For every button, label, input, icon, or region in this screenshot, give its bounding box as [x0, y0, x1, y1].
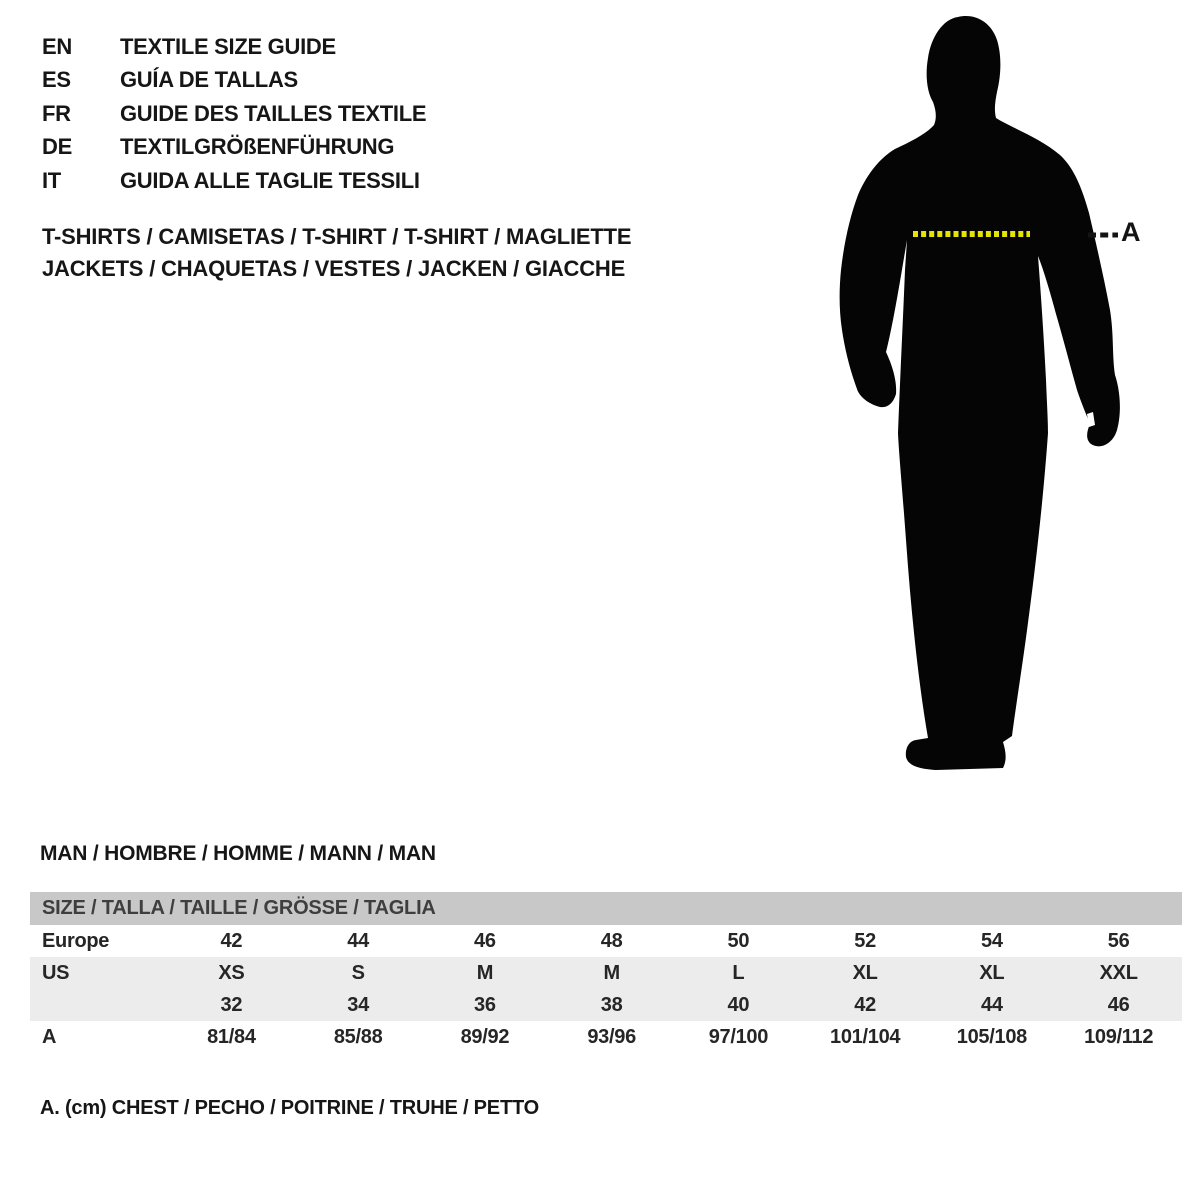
man-silhouette-body — [840, 16, 1120, 770]
size-table-header: SIZE / TALLA / TAILLE / GRÖSSE / TAGLIA — [30, 892, 1182, 925]
language-code: IT — [42, 167, 61, 193]
size-cell: 109/112 — [1084, 1025, 1154, 1048]
row-label: Europe — [42, 929, 110, 952]
table-row — [30, 957, 1182, 989]
size-cell: 85/88 — [333, 1025, 383, 1048]
category-line: JACKETS / CHAQUETAS / VESTES / JACKEN / GIACCHE — [42, 256, 626, 281]
size-cell: 56 — [1107, 929, 1130, 952]
language-label: GUIDE DES TAILLES TEXTILE — [120, 100, 427, 126]
size-cell: 46 — [1107, 993, 1130, 1016]
size-cell: 97/100 — [708, 1025, 769, 1048]
language-row — [42, 131, 426, 165]
size-cell: 54 — [981, 929, 1003, 952]
language-label: GUÍA DE TALLAS — [120, 67, 298, 93]
language-list — [42, 30, 426, 198]
size-cell: 89/92 — [460, 1025, 510, 1048]
table-row — [30, 1021, 1182, 1053]
language-code: ES — [42, 67, 71, 93]
row-label — [30, 989, 168, 1021]
section-title: MAN / HOMBRE / HOMME / MANN / MAN — [40, 842, 436, 865]
size-cell: 93/96 — [587, 1025, 636, 1048]
size-table-body — [30, 925, 1182, 1053]
category-line: T-SHIRTS / CAMISETAS / T-SHIRT / T-SHIRT / MAGLIETTE — [42, 224, 632, 249]
table-row — [30, 925, 1182, 957]
language-row — [42, 164, 426, 198]
row-label: US — [42, 961, 70, 984]
man-silhouette — [820, 0, 1200, 800]
size-cell: 34 — [347, 993, 369, 1016]
size-cell: 101/104 — [830, 1025, 901, 1048]
size-cell: M — [603, 961, 620, 984]
size-cell: 81/84 — [207, 1025, 256, 1048]
language-label: TEXTILGRÖßENFÜHRUNG — [120, 134, 395, 160]
size-cell: 44 — [347, 929, 369, 952]
size-cell: 36 — [474, 993, 496, 1016]
language-row — [42, 30, 426, 64]
category-list — [42, 221, 631, 285]
size-cell: 38 — [600, 993, 623, 1016]
language-row — [42, 64, 426, 98]
measurement-footnote: A. (cm) CHEST / PECHO / POITRINE / TRUHE / PETTO — [40, 1097, 539, 1119]
size-cell: XL — [979, 961, 1005, 984]
size-cell: L — [732, 961, 745, 984]
size-cell: 32 — [220, 993, 243, 1016]
size-cell: 40 — [727, 993, 750, 1016]
size-cell: 46 — [474, 929, 496, 952]
size-cell: XL — [852, 961, 878, 984]
language-label: TEXTILE SIZE GUIDE — [120, 33, 336, 59]
size-cell: 48 — [600, 929, 623, 952]
size-cell: 42 — [854, 993, 876, 1016]
size-cell: 105/108 — [956, 1025, 1027, 1048]
language-label: GUIDA ALLE TAGLIE TESSILI — [120, 167, 420, 193]
language-code: FR — [42, 100, 71, 126]
size-cell: S — [351, 961, 365, 984]
table-row — [30, 989, 1182, 1021]
language-row — [42, 97, 426, 131]
size-cell: XXL — [1099, 961, 1138, 984]
size-table — [30, 892, 1182, 1053]
measure-label-a: A — [1121, 217, 1141, 247]
size-cell: 50 — [727, 929, 750, 952]
language-code: EN — [42, 33, 72, 59]
size-cell: 42 — [220, 929, 243, 952]
size-cell: 52 — [854, 929, 876, 952]
row-label: A — [42, 1025, 57, 1048]
size-cell: XS — [218, 961, 245, 984]
language-code: DE — [42, 134, 72, 160]
size-cell: M — [476, 961, 494, 984]
size-cell: 44 — [981, 993, 1003, 1016]
